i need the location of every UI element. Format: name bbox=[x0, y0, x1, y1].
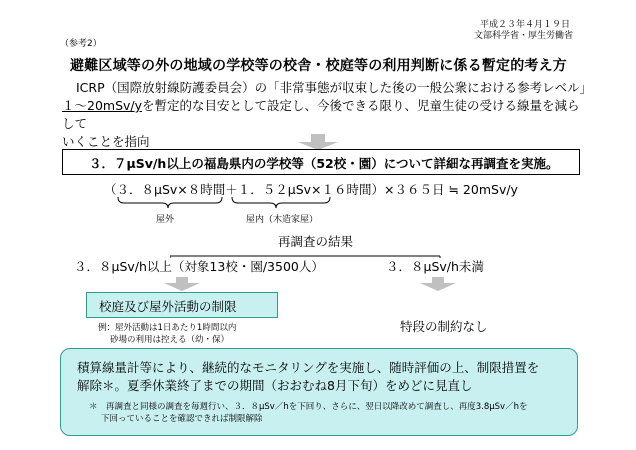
monitoring-text: 積算線量計等により、継続的なモニタリングを実施し、随時評価の上、制限措置を 解除＊。夏季休業終了までの期間（おおむね8月下旬）をめどに見直し bbox=[77, 360, 540, 393]
reference-level-range: １～20mSv/y bbox=[62, 98, 143, 113]
survey-text: ３．７μSv/h以上の福島県内の学校等（52校・園）について詳細な再調査を実施。 bbox=[89, 156, 559, 171]
arrow-down-icon bbox=[420, 277, 456, 291]
right-heading: ３．８μSv/h未満 bbox=[386, 259, 484, 274]
monitoring-footnote: ＊ 再調査と同様の調査を毎週行い、３．８μSv／hを下回り、さらに、翌日以降改めて調査し、再度3.8μSv／hを 下回っていることを確認できれば制限解除 bbox=[89, 402, 528, 424]
arrow-down-icon bbox=[298, 134, 338, 150]
left-heading: ３．８μSv/h以上（対象13校・園/3500人） bbox=[74, 259, 324, 274]
formula-braces bbox=[104, 196, 344, 210]
results-heading: 再調査の結果 bbox=[278, 234, 354, 249]
label-outdoor: 屋外 bbox=[156, 215, 175, 225]
arrow-down-icon bbox=[164, 277, 200, 291]
intro-line-3: いくことを指向 bbox=[62, 134, 150, 149]
ministries: 文部科学省・厚生労働省 bbox=[474, 31, 574, 41]
restriction-text: 校庭及び屋外活動の制限 bbox=[99, 299, 237, 314]
no-restriction-text: 特段の制約なし bbox=[400, 319, 488, 334]
restriction-note: 例：屋外活動は1日あたり1時間以内 砂場の利用は控える（幼・保） bbox=[98, 323, 237, 345]
restriction-box bbox=[86, 292, 278, 318]
reference-label: （参考2） bbox=[60, 39, 102, 49]
date-block bbox=[474, 20, 573, 42]
page-title: 避難区域等の外の地域の学校等の校舎・校庭等の利用判断に係る暫定的考え方 bbox=[70, 58, 567, 74]
intro-line-2: １～20mSv/yを暫定的な目安として設定し、今後できる限り、児童生徒の受ける線量を減らして bbox=[62, 98, 580, 131]
intro-line-1: ICRP（国際放射線防護委員会）の「非常事態が収束した後の一般公衆における参考レベル」 bbox=[76, 80, 593, 95]
survey-box bbox=[62, 149, 580, 175]
label-indoor: 屋内（木造家屋） bbox=[246, 215, 319, 225]
date: 平成２３年４月１９日 bbox=[480, 20, 571, 30]
dose-formula: （３．８μSv×８時間＋１．５２μSv×１６時間）×３６５日 ≒ 20mSv/y bbox=[104, 182, 518, 197]
monitoring-box bbox=[60, 348, 578, 436]
